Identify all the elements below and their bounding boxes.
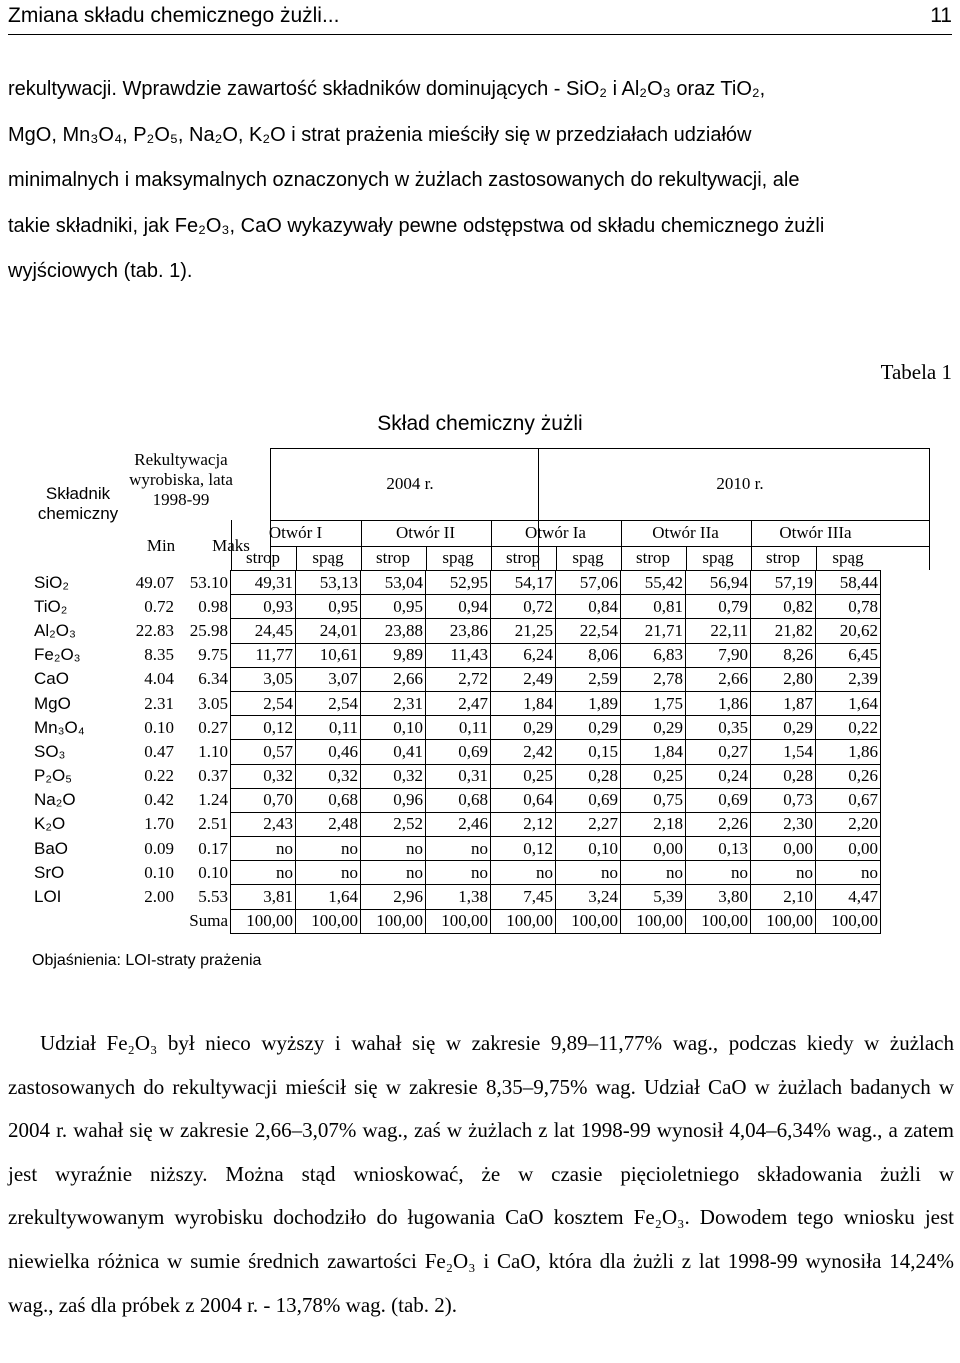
strop-header: strop (506, 548, 540, 567)
header-column-rule (361, 520, 362, 570)
sample-value: 1,64 (296, 885, 361, 909)
sample-value: 53,04 (361, 571, 426, 595)
para1-line: wyjściowych (tab. 1). (8, 260, 193, 282)
sample-value: 0,32 (231, 764, 296, 788)
sample-value: 0,69 (686, 788, 751, 812)
component-name: MgO (34, 693, 71, 713)
sample-value: 3,81 (231, 885, 296, 909)
header-column-rule (556, 546, 557, 570)
sample-value: no (361, 837, 426, 861)
sample-value: 0,29 (556, 716, 621, 740)
sample-value: 22,11 (686, 619, 751, 643)
sample-value: 0,95 (361, 595, 426, 619)
sample-value: 0,69 (426, 740, 491, 764)
year-2010-header: 2010 r. (716, 474, 764, 493)
sample-value: 0,69 (556, 788, 621, 812)
sample-value: 0,11 (426, 716, 491, 740)
sample-value: 0,00 (816, 837, 881, 861)
sample-value: 0,29 (621, 716, 686, 740)
sample-value: 0,73 (751, 788, 816, 812)
sample-value: 3,80 (686, 885, 751, 909)
discussion-paragraph: Udział Fe₂O₃ był nieco wyższy i wahał się w zakresie 9,89–11,77% wag., podczas kiedy w żużlach zastosowanych do rekultywacji mieścił się w zakresie 8,35–9,75% wag. Udział CaO w żużlach badanych w 2004 r. wahał się w zakresie 2,66–3,07% wag., zaś w żużlach z lat 1998-99 wynosił 4,04–6,34% wag., a zatem jest wyraźnie niższy. Można stąd wnioskować, że w czasie pięcioletniego składowania żużli w zrekultywowanym wyrobisku dochodziło do ługowania CaO kosztem Fe₂O₃. Dowodem tego wniosku jest niewielka różnica w sumie średnich zawartości Fe₂O₃ i CaO, która dla żużli z lat 1998-99 wynosiła 14,24% wag., zaś dla próbek z 2004 r. - 13,78% wag. (tab. 2). (8, 1031, 954, 1317)
sum-value: 100,00 (491, 909, 556, 933)
sample-value: 0,93 (231, 595, 296, 619)
para1-line: takie składniki, jak Fe₂O₃, CaO wykazywały pewne odstępstwa od składu chemicznego żużli (8, 214, 825, 237)
header-rule-holes (270, 520, 930, 521)
table-row (32, 595, 881, 619)
table-row (32, 740, 881, 764)
sample-value: 2,66 (361, 667, 426, 691)
sum-value: 100,00 (296, 909, 361, 933)
maks-value: 25.98 (189, 620, 228, 640)
header-column-rule (491, 520, 492, 570)
composition-table (32, 570, 881, 934)
table-row (32, 837, 881, 861)
strop-header: strop (766, 548, 800, 567)
column-header-maks: Maks (212, 536, 250, 555)
table-row (32, 667, 881, 691)
component-name: SrO (34, 862, 65, 882)
sample-value: 2,39 (816, 667, 881, 691)
sample-value: 0,28 (556, 764, 621, 788)
maks-value: 53.10 (189, 572, 228, 592)
sample-value: 3,05 (231, 667, 296, 691)
sample-value: 0,24 (686, 764, 751, 788)
sample-value: 8,26 (751, 643, 816, 667)
sample-value: 3,24 (556, 885, 621, 909)
sample-value: 2,30 (751, 812, 816, 836)
sample-value: 1,86 (816, 740, 881, 764)
header-rule-strop (270, 546, 930, 547)
sample-value: 1,75 (621, 691, 686, 715)
sample-value: 5,39 (621, 885, 686, 909)
sample-value: no (426, 837, 491, 861)
sample-value: 6,83 (621, 643, 686, 667)
table-row (32, 691, 881, 715)
column-header-rekultywacja: Rekultywacja wyrobiska, lata 1998-99 (129, 450, 233, 509)
column-header-component: Składnik chemiczny (37, 484, 119, 523)
sample-value: 24,01 (296, 619, 361, 643)
sample-value: 7,90 (686, 643, 751, 667)
spag-header: spąg (702, 548, 734, 567)
para1-line: rekultywacji. Wprawdzie zawartość składników dominujących - SiO₂ i Al₂O₃ oraz TiO₂, (8, 78, 766, 100)
spag-header: spąg (442, 548, 474, 567)
header-column-rule (426, 546, 427, 570)
sample-value: 56,94 (686, 571, 751, 595)
sample-value: 0,29 (491, 716, 556, 740)
sample-value: no (751, 861, 816, 885)
sample-value: 0,10 (361, 716, 426, 740)
sample-value: 2,42 (491, 740, 556, 764)
sample-value: 3,07 (296, 667, 361, 691)
min-value: 0.47 (144, 741, 174, 761)
sample-value: 9,89 (361, 643, 426, 667)
strop-header: strop (376, 548, 410, 567)
maks-value: 0.27 (198, 717, 228, 737)
sample-value: 0,94 (426, 595, 491, 619)
sum-value: 100,00 (231, 909, 296, 933)
component-name: SiO₂ (34, 572, 69, 592)
sample-value: 0,81 (621, 595, 686, 619)
sample-value: 52,95 (426, 571, 491, 595)
header-rule (8, 34, 952, 35)
sample-value: 10,61 (296, 643, 361, 667)
sum-spacer (122, 909, 176, 933)
min-value: 8.35 (144, 645, 174, 665)
sample-value: 1,64 (816, 691, 881, 715)
header-column-rule (686, 546, 687, 570)
sample-value: 24,45 (231, 619, 296, 643)
intro-paragraph (8, 67, 954, 295)
sample-value: 2,26 (686, 812, 751, 836)
sample-value: 0,25 (491, 764, 556, 788)
sample-value: 0,96 (361, 788, 426, 812)
sample-value: 0,15 (556, 740, 621, 764)
sample-value: 21,71 (621, 619, 686, 643)
sample-value: 1,84 (621, 740, 686, 764)
hole-header: Otwór IIa (652, 523, 719, 542)
maks-value: 0.10 (198, 862, 228, 882)
min-value: 4.04 (144, 669, 174, 689)
maks-value: 1.24 (198, 790, 228, 810)
sample-value: no (231, 837, 296, 861)
sample-value: 2,66 (686, 667, 751, 691)
sample-value: 1,89 (556, 691, 621, 715)
spag-header: spąg (572, 548, 604, 567)
sum-spacer (32, 909, 122, 933)
sum-value: 100,00 (621, 909, 686, 933)
min-value: 0.10 (144, 862, 174, 882)
table-label: Tabela 1 (880, 360, 952, 384)
sample-value: 0,72 (491, 595, 556, 619)
table-row (32, 571, 881, 595)
sample-value: 0,75 (621, 788, 686, 812)
sample-value: 0,70 (231, 788, 296, 812)
sample-value: 49,31 (231, 571, 296, 595)
header-rule-right (929, 448, 930, 570)
sum-value: 100,00 (361, 909, 426, 933)
year-2004-header: 2004 r. (386, 474, 434, 493)
sample-value: 0,64 (491, 788, 556, 812)
sample-value: 2,52 (361, 812, 426, 836)
para1-line: minimalnych i maksymalnych oznaczonych w żużlach zastosowanych do rekultywacji, ale (8, 169, 800, 191)
sample-value: no (296, 837, 361, 861)
component-name: BaO (34, 838, 69, 858)
hole-header: Otwór IIIa (779, 523, 852, 542)
strop-header: strop (246, 548, 280, 567)
min-value: 2.00 (144, 887, 174, 907)
sample-value: no (296, 861, 361, 885)
component-name: SO₃ (34, 741, 66, 761)
sample-value: 2,10 (751, 885, 816, 909)
sample-value: 2,48 (296, 812, 361, 836)
sum-value: 100,00 (556, 909, 621, 933)
sample-value: 11,43 (426, 643, 491, 667)
table-row (32, 885, 881, 909)
sample-value: 0,26 (816, 764, 881, 788)
sample-value: 2,20 (816, 812, 881, 836)
component-name: P₂O₅ (34, 766, 73, 786)
sample-value: 1,87 (751, 691, 816, 715)
sample-value: 1,84 (491, 691, 556, 715)
sample-value: 21,82 (751, 619, 816, 643)
sample-value: 2,96 (361, 885, 426, 909)
sample-value: 2,54 (296, 691, 361, 715)
sample-value: 1,38 (426, 885, 491, 909)
maks-value: 9.75 (198, 645, 228, 665)
sample-value: 22,54 (556, 619, 621, 643)
sum-value: 100,00 (426, 909, 491, 933)
sample-value: 23,88 (361, 619, 426, 643)
sum-label: Suma (189, 911, 228, 931)
sample-value: 7,45 (491, 885, 556, 909)
sample-value: 21,25 (491, 619, 556, 643)
sample-value: 0,32 (361, 764, 426, 788)
sample-value: 2,12 (491, 812, 556, 836)
sample-value: no (491, 861, 556, 885)
component-name: LOI (34, 887, 62, 907)
sample-value: 0,95 (296, 595, 361, 619)
sample-value: 0,79 (686, 595, 751, 619)
component-name: Al₂O₃ (34, 620, 76, 640)
sample-value: 0,00 (751, 837, 816, 861)
component-name: Na₂O (34, 790, 76, 810)
sample-value: 0,35 (686, 716, 751, 740)
min-value: 0.22 (144, 766, 174, 786)
hole-header: Otwór II (395, 523, 455, 542)
para1-line: MgO, Mn₃O₄, P₂O₅, Na₂O, K₂O i strat prażenia mieściły się w przedziałach udziałów (8, 123, 752, 146)
min-value: 22.83 (135, 620, 174, 640)
page-header (8, 4, 952, 28)
sample-value: no (556, 861, 621, 885)
maks-value: 0.98 (198, 596, 228, 616)
table-row (32, 716, 881, 740)
sample-value: no (686, 861, 751, 885)
component-name: K₂O (34, 814, 66, 834)
sample-value: no (426, 861, 491, 885)
sample-value: 0,46 (296, 740, 361, 764)
sample-value: 58,44 (816, 571, 881, 595)
sum-row (32, 909, 881, 933)
min-value: 0.72 (144, 596, 174, 616)
component-name: TiO₂ (34, 596, 68, 616)
table-row (32, 643, 881, 667)
table-row (32, 619, 881, 643)
sample-value: 2,27 (556, 812, 621, 836)
spag-header: spąg (832, 548, 864, 567)
sample-value: 20,62 (816, 619, 881, 643)
maks-value: 6.34 (198, 669, 228, 689)
maks-value: 0.17 (198, 838, 228, 858)
sample-value: 0,28 (751, 764, 816, 788)
sample-value: no (621, 861, 686, 885)
sample-value: 23,86 (426, 619, 491, 643)
header-column-rule (816, 546, 817, 570)
sample-value: no (231, 861, 296, 885)
table-row (32, 764, 881, 788)
sample-value: 0,67 (816, 788, 881, 812)
sample-value: 0,00 (621, 837, 686, 861)
component-name: Mn₃O₄ (34, 717, 85, 737)
header-column-rule (231, 520, 232, 570)
maks-value: 1.10 (198, 741, 228, 761)
maks-value: 5.53 (198, 887, 228, 907)
sample-value: 57,06 (556, 571, 621, 595)
sample-value: 0,12 (231, 716, 296, 740)
sample-value: 0,25 (621, 764, 686, 788)
sample-value: 2,46 (426, 812, 491, 836)
sample-value: 2,43 (231, 812, 296, 836)
sample-value: 0,84 (556, 595, 621, 619)
sample-value: no (361, 861, 426, 885)
sample-value: 0,10 (556, 837, 621, 861)
sample-value: 0,32 (296, 764, 361, 788)
sample-value: 0,11 (296, 716, 361, 740)
sample-value: 4,47 (816, 885, 881, 909)
sample-value: 0,13 (686, 837, 751, 861)
table-row (32, 788, 881, 812)
sample-value: 2,47 (426, 691, 491, 715)
sample-value: 0,57 (231, 740, 296, 764)
sample-value: 0,68 (426, 788, 491, 812)
table-title: Skład chemiczny żużli (377, 412, 583, 435)
component-name: CaO (34, 669, 69, 689)
hole-header: Otwór Ia (525, 523, 586, 542)
sample-value: 1,54 (751, 740, 816, 764)
maks-value: 0.37 (198, 766, 228, 786)
sample-value: 0,29 (751, 716, 816, 740)
sample-value: 2,59 (556, 667, 621, 691)
table-row (32, 812, 881, 836)
sample-value: 53,13 (296, 571, 361, 595)
page-number: 11 (930, 4, 952, 27)
min-value: 2.31 (144, 693, 174, 713)
sample-value: 2,49 (491, 667, 556, 691)
table-row (32, 861, 881, 885)
running-title: Zmiana składu chemicznego żużli... (8, 4, 340, 27)
sample-value: 0,41 (361, 740, 426, 764)
sample-value: 6,24 (491, 643, 556, 667)
sample-value: 2,31 (361, 691, 426, 715)
sample-value: 11,77 (231, 643, 296, 667)
sum-value: 100,00 (686, 909, 751, 933)
spag-header: spąg (312, 548, 344, 567)
sample-value: 54,17 (491, 571, 556, 595)
sample-value: 0,78 (816, 595, 881, 619)
sample-value: 0,31 (426, 764, 491, 788)
sample-value: 6,45 (816, 643, 881, 667)
sample-value: 2,54 (231, 691, 296, 715)
table-note: Objaśnienia: LOI-straty prażenia (32, 952, 262, 969)
sample-value: 0,27 (686, 740, 751, 764)
sample-value: 0,12 (491, 837, 556, 861)
column-header-min: Min (146, 536, 176, 555)
sample-value: 2,72 (426, 667, 491, 691)
maks-value: 2.51 (198, 814, 228, 834)
component-name: Fe₂O₃ (34, 645, 81, 665)
sample-value: 2,78 (621, 667, 686, 691)
sample-value: no (816, 861, 881, 885)
sample-value: 0,68 (296, 788, 361, 812)
min-value: 1.70 (144, 814, 174, 834)
min-value: 0.10 (144, 717, 174, 737)
sample-value: 0,22 (816, 716, 881, 740)
header-column-rule (296, 546, 297, 570)
min-value: 49.07 (135, 572, 174, 592)
strop-header: strop (636, 548, 670, 567)
min-value: 0.09 (144, 838, 174, 858)
sample-value: 2,80 (751, 667, 816, 691)
header-column-rule (621, 520, 622, 570)
sample-value: 2,18 (621, 812, 686, 836)
sample-value: 55,42 (621, 571, 686, 595)
header-rule-top (270, 448, 930, 449)
sample-value: 0,82 (751, 595, 816, 619)
min-value: 0.42 (144, 790, 174, 810)
sample-value: 8,06 (556, 643, 621, 667)
header-column-rule (751, 520, 752, 570)
sum-value: 100,00 (751, 909, 816, 933)
maks-value: 3.05 (198, 693, 228, 713)
hole-header: Otwór I (268, 523, 323, 542)
sample-value: 57,19 (751, 571, 816, 595)
sum-value: 100,00 (816, 909, 881, 933)
sample-value: 1,86 (686, 691, 751, 715)
